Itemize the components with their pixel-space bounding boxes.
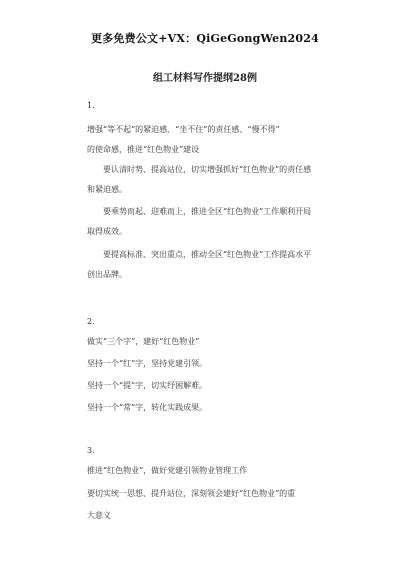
section-number: 1. [87,101,95,110]
body-line: 创出品牌。 [87,270,127,279]
body-line: 要切实统一思想、提升站位，深刻领会建好“红色物业”的重 [87,489,296,498]
header-banner: 更多免费公文+VX：QiGeGongWen2024 [91,32,319,45]
body-line: 坚持一个“常”字，转化实践成果。 [87,403,208,412]
body-line: 坚持一个“提”字，切实纾困解难。 [87,381,208,390]
body-line: 坚持一个“红”字，坚持党建引领。 [87,359,208,368]
body-line: 取得成效。 [87,227,127,236]
section-heading-line: 增强“等不起”的紧迫感、“坐不住”的责任感、“慢不得” [87,125,280,134]
body-line: 要提高标准、突出重点，推动全区“红色物业”工作提高水平 [103,250,312,259]
section-number: 3. [87,446,95,455]
document-title: 组工材料写作提纲28例 [153,73,257,84]
body-line: 和紧迫感。 [87,185,127,194]
section-heading-line: 的使命感，推进“红色物业”建设 [87,145,200,154]
section-heading-line: 做实“三个字”，建好“红色物业” [87,337,200,346]
section-number: 2. [87,317,95,326]
body-line: 要认清时势、提高站位，切实增强抓好“红色物业”的责任感 [103,165,312,174]
body-line: 要乘势而起、迎难而上，推进全区“红色物业”工作顺利开局 [103,207,312,216]
section-heading-line: 推进“红色物业”，做好党建引领物业管理工作 [87,466,248,475]
body-line: 大意义 [87,511,111,520]
